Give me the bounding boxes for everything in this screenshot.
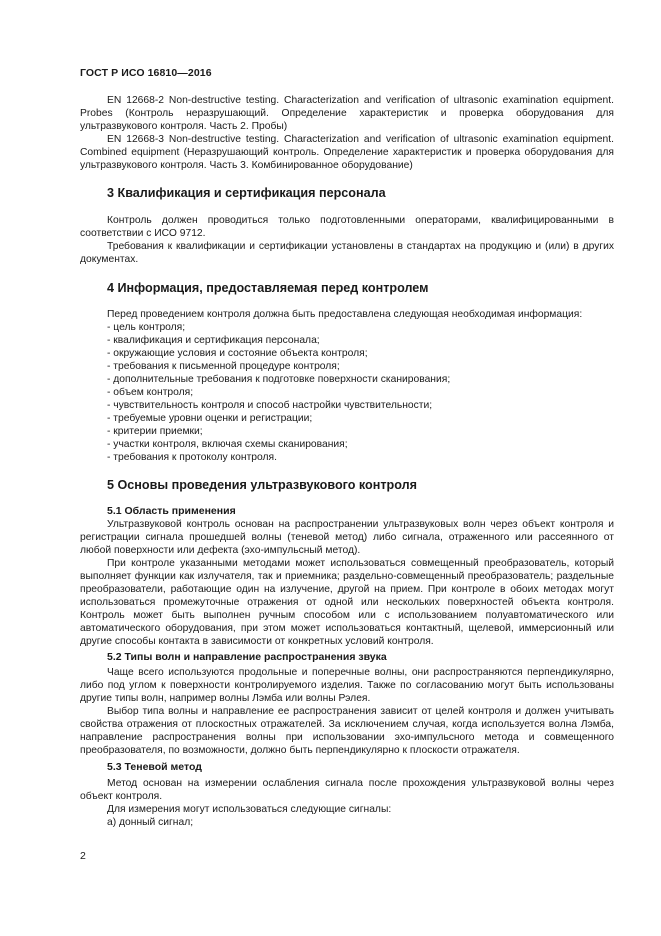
list-item: - критерии приемки;: [107, 426, 203, 437]
list-item: - требования к протоколу контроля.: [107, 452, 277, 463]
section-3-paragraph: Требования к квалификации и сертификации установлены в стандартах на продукцию и (или) в других документах.: [80, 241, 614, 265]
list-item: - требования к письменной процедуре контроля;: [107, 361, 340, 372]
list-item: - участки контроля, включая схемы сканирования;: [107, 439, 348, 450]
document-header: ГОСТ Р ИСО 16810—2016: [80, 67, 212, 79]
list-item: - чувствительность контроля и способ настройки чувствительности;: [107, 400, 433, 411]
list-item: - дополнительные требования к подготовке поверхности сканирования;: [107, 374, 451, 385]
reference-en12668-2: EN 12668-2 Non-destructive testing. Characterization and verification of ultrasonic examination equipment. Probes (Контроль неразрушающий. Определение характеристик и проверка оборудования для ультразвукового контроля. Часть 2. Пробы): [80, 95, 614, 132]
subsection-5-1-paragraph: Ультразвуковой контроль основан на распространении ультразвуковых волн через объект контроля и регистрации сигнала прошедшей волны (теневой метод) либо сигнала, отраженного или рассеянного от любой поверхности или дефекта (эхо-импульсный метод).: [80, 519, 614, 556]
subsection-5-1-paragraph: При контроле указанными методами может использоваться совмещенный преобразователь, который выполняет функции как излучателя, так и приемника; раздельно-совмещенный преобразователь; раздельные преобразователи, работающие один на излучение, другой на прием. При контроле в обоих методах могут использоваться промежуточные отражения от одной или нескольких поверхностей объекта контроля. Контроль может быть выполнен ручным способом или с использованием полуавтоматического или автоматического оборудования, при этом может использоваться контактный, щелевой, иммерсионный или другие способы контакта в зависимости от конкретных условий контроля.: [80, 558, 614, 647]
list-item: - требуемые уровни оценки и регистрации;: [107, 413, 313, 424]
list-item: - цель контроля;: [107, 322, 186, 333]
section-3-paragraph: Контроль должен проводиться только подготовленными операторами, квалифицированными в соответствии с ИСО 9712.: [80, 215, 614, 239]
subsection-5-2-paragraph: Выбор типа волны и направление ее распространения зависит от целей контроля и должен учитывать свойства отражения от плоскостных отражателей. За исключением случая, когда используется волна Лэмба, направление распространения волны при использовании эхо-импульсного метода и совмещенного преобразователя, по возможности, должно быть перпендикулярно к плоскости отражателя.: [80, 706, 614, 756]
subsection-5-3-paragraph: Метод основан на измерении ослабления сигнала после прохождения ультразвуковой волны через объект контроля.: [80, 778, 614, 802]
list-item: - квалификация и сертификация персонала;: [107, 335, 320, 346]
subsection-5-2-heading: 5.2 Типы волн и направление распространения звука: [107, 651, 387, 663]
section-4-intro: Перед проведением контроля должна быть предоставлена следующая необходимая информация:: [107, 309, 583, 320]
document-body: [80, 94, 614, 829]
subsection-5-3-heading: 5.3 Теневой метод: [107, 761, 202, 773]
list-item: - объем контроля;: [107, 387, 194, 398]
list-item: а) донный сигнал;: [107, 817, 194, 828]
section-4-heading: 4 Информация, предоставляемая перед контролем: [107, 281, 429, 295]
section-3-heading: 3 Квалификация и сертификация персонала: [107, 186, 386, 200]
section-4-list: [80, 321, 614, 464]
reference-en12668-3: EN 12668-3 Non-destructive testing. Characterization and verification of ultrasonic examination equipment. Combined equipment (Неразрушающий контроль. Определение характеристик и проверка оборудования для ультразвукового контроля. Часть 3. Комбинированное оборудование): [80, 134, 614, 171]
subsection-5-2-paragraph: Чаще всего используются продольные и поперечные волны, они распространяются перпендикулярно, либо под углом к поверхности контролируемого изделия. Также по согласованию могут быть использованы другие типы волн, например волны Лэмба или волны Рэлея.: [80, 667, 614, 704]
section-5-heading: 5 Основы проведения ультразвукового контроля: [107, 478, 417, 492]
subsection-5-1-heading: 5.1 Область применения: [107, 505, 236, 517]
subsection-5-3-paragraph: Для измерения могут использоваться следующие сигналы:: [107, 804, 392, 815]
list-item: - окружающие условия и состояние объекта контроля;: [107, 348, 368, 359]
page-number: 2: [80, 850, 86, 862]
